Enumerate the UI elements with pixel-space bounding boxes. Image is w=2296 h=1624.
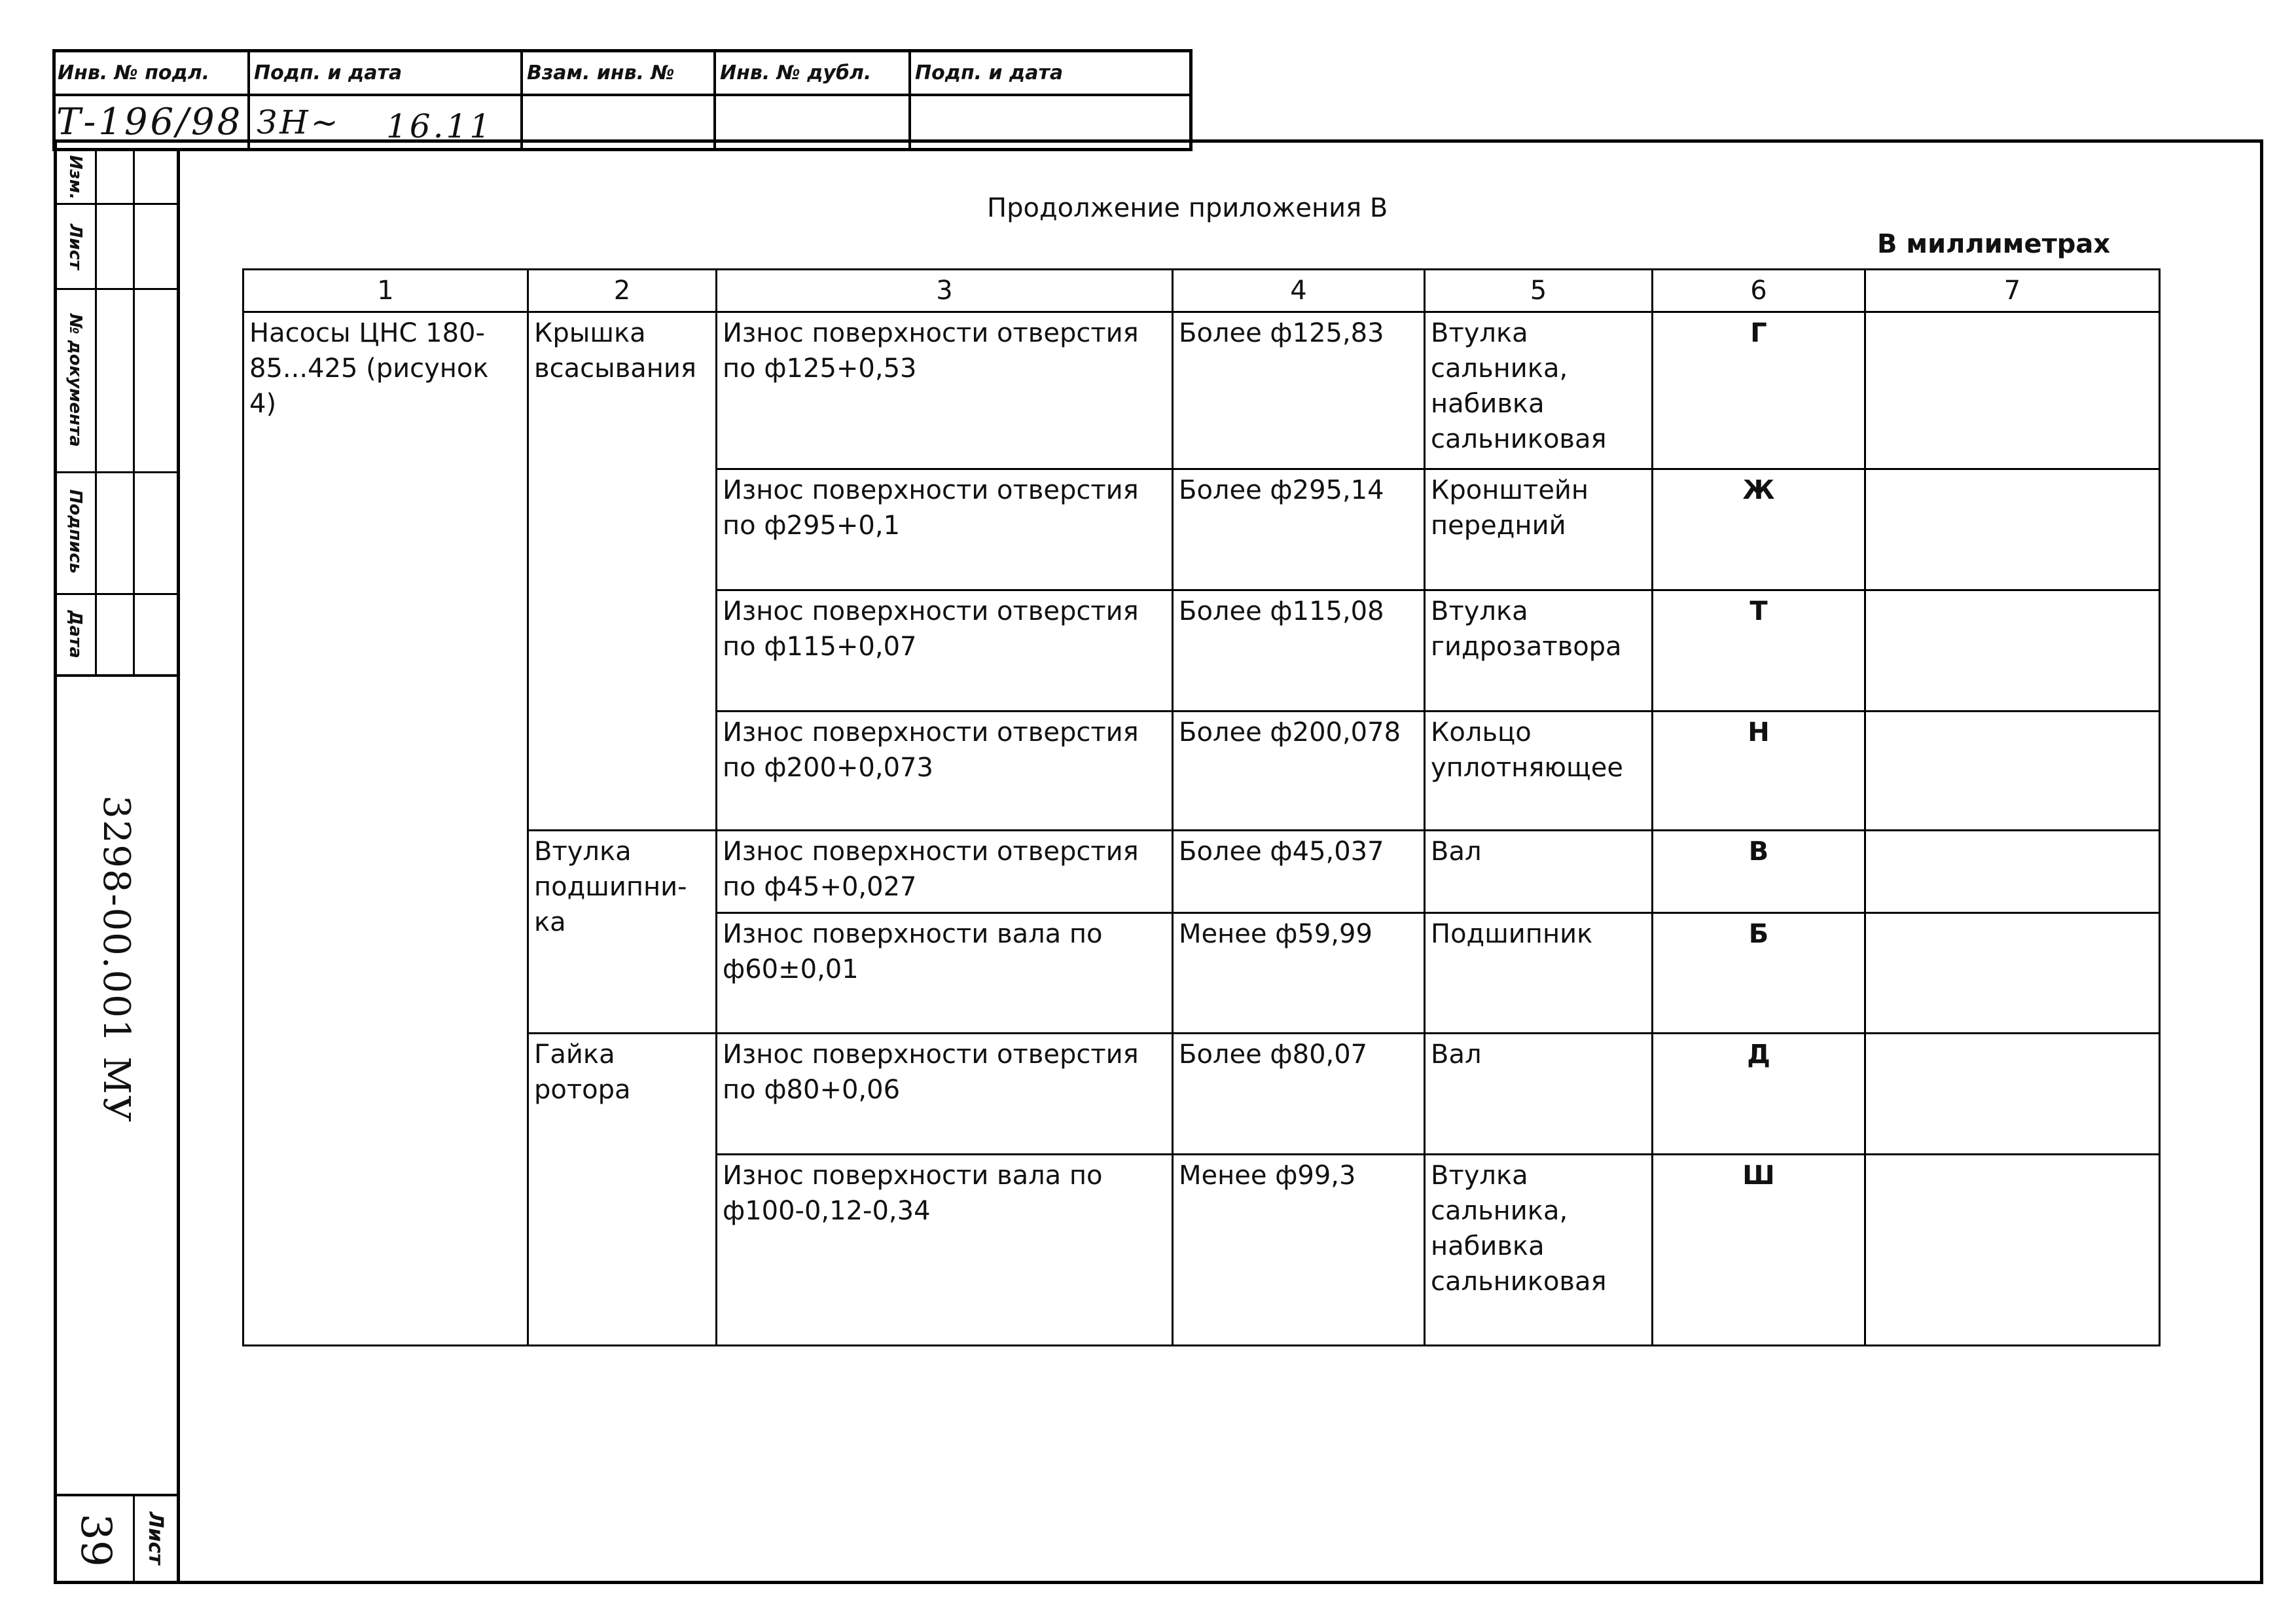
top-stamp-divider	[52, 94, 1193, 96]
stamp-col-divider	[713, 49, 716, 151]
side-stamp-inner-line	[133, 151, 135, 675]
related-part-cell: Кронштейн передний	[1425, 469, 1653, 590]
stamp-col-divider	[908, 49, 911, 151]
column-header: 5	[1425, 270, 1653, 312]
stamp-inv-number: Т-196/98	[56, 101, 243, 143]
defects-table	[242, 268, 2161, 1346]
limit-cell: Более ф125,83	[1173, 312, 1425, 469]
note-cell	[1865, 831, 2160, 913]
stamp-header-inv-original: Инв. № подл.	[58, 62, 210, 84]
related-part-cell: Кольцо уплотняющее	[1425, 712, 1653, 831]
stamp-header-replace-inv: Взам. инв. №	[527, 62, 675, 84]
appendix-caption: Продолжение приложения В	[987, 193, 1388, 223]
limit-cell: Более ф115,08	[1173, 590, 1425, 712]
defect-cell: Износ поверхности вала по ф100-0,12-0,34	[717, 1155, 1173, 1346]
column-header: 2	[528, 270, 717, 312]
side-label-signature: Подпись	[65, 489, 85, 574]
stamp-signature-mark: ЗН∼	[257, 103, 341, 141]
note-cell	[1865, 312, 2160, 469]
part-cell: Втулка подшипни-ка	[528, 831, 717, 1034]
sheet-label: Лист	[144, 1511, 167, 1565]
table-row	[243, 831, 2160, 913]
part-cell: Гайка ротора	[528, 1034, 717, 1346]
code-cell: Б	[1653, 913, 1865, 1034]
column-header: 6	[1653, 270, 1865, 312]
note-cell	[1865, 1155, 2160, 1346]
document-number: 3298-00.001 МУ	[95, 795, 137, 1123]
sheet-number-box-divider	[133, 1494, 135, 1581]
limit-cell: Более ф295,14	[1173, 469, 1425, 590]
code-cell: Т	[1653, 590, 1865, 712]
note-cell	[1865, 590, 2160, 712]
side-stamp-border	[177, 151, 180, 1581]
note-cell	[1865, 913, 2160, 1034]
limit-cell: Менее ф59,99	[1173, 913, 1425, 1034]
sheet-number: 39	[71, 1513, 120, 1567]
related-part-cell: Подшипник	[1425, 913, 1653, 1034]
side-stamp-separator	[54, 674, 179, 677]
related-part-cell: Втулка сальника, набивка сальниковая	[1425, 312, 1653, 469]
units-note: В миллиметрах	[1877, 229, 2111, 259]
sheet-number-box-top	[54, 1494, 179, 1496]
side-label-document-number: № документа	[65, 314, 85, 447]
stamp-header-sign-date: Подп. и дата	[254, 62, 403, 84]
column-header: 4	[1173, 270, 1425, 312]
note-cell	[1865, 469, 2160, 590]
code-cell: Г	[1653, 312, 1865, 469]
defect-cell: Износ поверхности отверстия по ф200+0,073	[717, 712, 1173, 831]
code-cell: Н	[1653, 712, 1865, 831]
related-part-cell: Вал	[1425, 1034, 1653, 1155]
code-cell: Ш	[1653, 1155, 1865, 1346]
limit-cell: Более ф80,07	[1173, 1034, 1425, 1155]
stamp-col-divider	[247, 49, 250, 151]
limit-cell: Более ф200,078	[1173, 712, 1425, 831]
side-label-date: Дата	[65, 610, 85, 659]
defect-cell: Износ поверхности отверстия по ф115+0,07	[717, 590, 1173, 712]
related-part-cell: Втулка сальника, набивка сальниковая	[1425, 1155, 1653, 1346]
side-stamp-separator	[54, 471, 179, 473]
stamp-header-inv-duplicate: Инв. № дубл.	[720, 62, 872, 84]
side-stamp-inner-line	[95, 151, 97, 675]
side-label-change: Изм.	[65, 155, 85, 200]
note-cell	[1865, 1034, 2160, 1155]
defect-cell: Износ поверхности отверстия по ф80+0,06	[717, 1034, 1173, 1155]
table-row	[243, 1034, 2160, 1155]
code-cell: Д	[1653, 1034, 1865, 1155]
defect-cell: Износ поверхности вала по ф60±0,01	[717, 913, 1173, 1034]
stamp-signature-date: 16.11	[386, 107, 493, 145]
column-header: 7	[1865, 270, 2160, 312]
defect-cell: Износ поверхности отверстия по ф45+0,027	[717, 831, 1173, 913]
defect-cell: Износ поверхности отверстия по ф295+0,1	[717, 469, 1173, 590]
related-part-cell: Вал	[1425, 831, 1653, 913]
limit-cell: Менее ф99,3	[1173, 1155, 1425, 1346]
note-cell	[1865, 712, 2160, 831]
stamp-header-sign-date-2: Подп. и дата	[915, 62, 1064, 84]
part-cell: Крышка всасывания	[528, 312, 717, 831]
stamp-col-divider	[520, 49, 523, 151]
column-header: 1	[243, 270, 528, 312]
table-header-row	[243, 270, 2160, 312]
defect-cell: Износ поверхности отверстия по ф125+0,53	[717, 312, 1173, 469]
side-label-sheet: Лист	[65, 223, 85, 270]
code-cell: Ж	[1653, 469, 1865, 590]
limit-cell: Более ф45,037	[1173, 831, 1425, 913]
product-cell: Насосы ЦНС 180-85...425 (рисунок 4)	[243, 312, 528, 1346]
table-row	[243, 312, 2160, 469]
related-part-cell: Втулка гидрозатвора	[1425, 590, 1653, 712]
side-stamp-separator	[54, 288, 179, 290]
column-header: 3	[717, 270, 1173, 312]
code-cell: В	[1653, 831, 1865, 913]
